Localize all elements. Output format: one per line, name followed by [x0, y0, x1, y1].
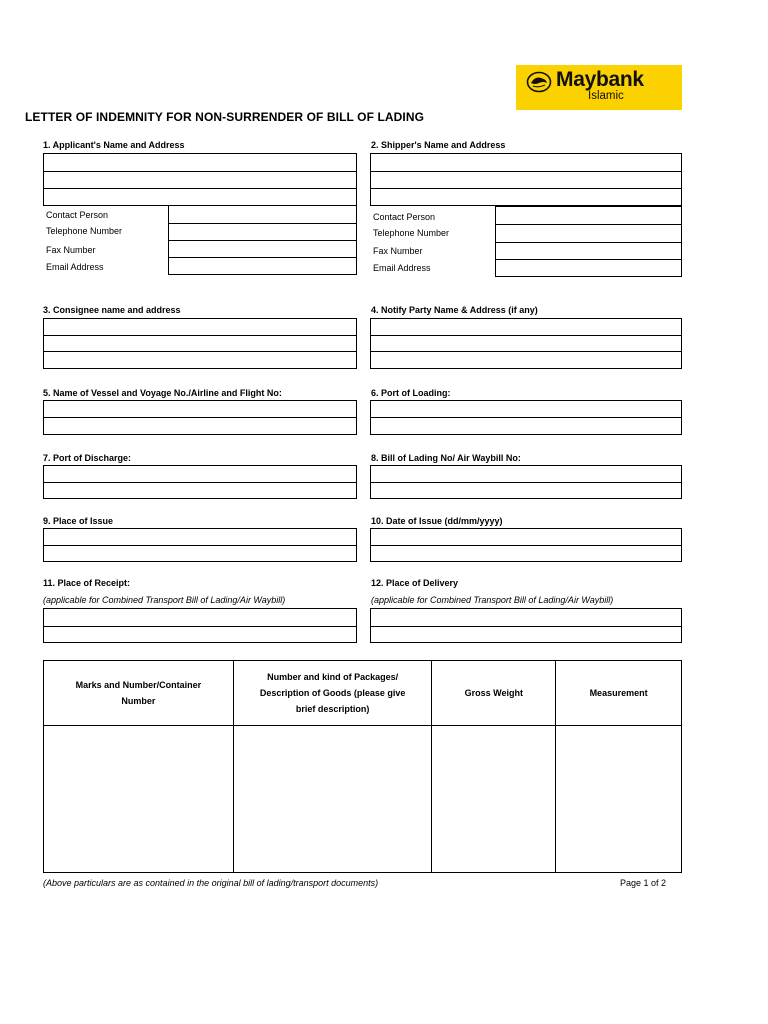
logo-wordmark: Maybank — [556, 68, 644, 91]
cell-gross-weight[interactable] — [432, 726, 556, 873]
label-vessel: 5. Name of Vessel and Voyage No./Airline and Flight No: — [43, 388, 282, 398]
place-of-issue-field[interactable] — [43, 528, 357, 562]
label-port-of-loading: 6. Port of Loading: — [371, 388, 451, 398]
date-of-issue-field[interactable] — [370, 528, 682, 562]
cell-packages-description[interactable] — [233, 726, 432, 873]
note-receipt-applicable: (applicable for Combined Transport Bill of Lading/Air Waybill) — [43, 595, 286, 605]
port-of-discharge-field[interactable] — [43, 465, 357, 499]
label-port-of-discharge: 7. Port of Discharge: — [43, 453, 132, 463]
goods-table — [43, 660, 682, 873]
place-of-receipt-field[interactable] — [43, 608, 357, 643]
shipper-contact-fields[interactable] — [495, 206, 682, 277]
logo-subtitle: Islamic — [588, 90, 624, 102]
label-bill-of-lading-no: 8. Bill of Lading No/ Air Waybill No: — [371, 453, 521, 463]
label-contact-person-2: Contact Person — [373, 212, 436, 222]
note-delivery-applicable: (applicable for Combined Transport Bill of Lading/Air Waybill) — [371, 595, 614, 605]
label-place-of-receipt: 11. Place of Receipt: — [43, 578, 131, 588]
label-place-of-issue: 9. Place of Issue — [43, 516, 114, 526]
label-telephone-1: Telephone Number — [46, 226, 123, 236]
label-consignee: 3. Consignee name and address — [43, 305, 181, 315]
footer-note: (Above particulars are as contained in the original bill of lading/transport documents) — [43, 878, 379, 888]
label-fax-2: Fax Number — [373, 246, 423, 256]
label-fax-1: Fax Number — [46, 245, 96, 255]
tiger-emblem-icon — [526, 71, 552, 93]
col-packages-description: Number and kind of Packages/ Description of Goods (please give brief description) — [233, 661, 432, 726]
label-applicant: 1. Applicant's Name and Address — [43, 140, 185, 150]
applicant-contact-fields[interactable] — [168, 205, 357, 275]
cell-marks-number[interactable] — [44, 726, 234, 873]
col-marks-number: Marks and Number/Container Number — [44, 661, 234, 726]
col-gross-weight: Gross Weight — [432, 661, 556, 726]
page-title: LETTER OF INDEMNITY FOR NON-SURRENDER OF BILL OF LADING — [25, 110, 425, 124]
label-notify-party: 4. Notify Party Name & Address (if any) — [371, 305, 538, 315]
applicant-address-field[interactable] — [43, 153, 357, 206]
label-date-of-issue: 10. Date of Issue (dd/mm/yyyy) — [371, 516, 503, 526]
consignee-field[interactable] — [43, 318, 357, 369]
port-of-loading-field[interactable] — [370, 400, 682, 435]
label-email-2: Email Address — [373, 263, 431, 273]
bill-of-lading-no-field[interactable] — [370, 465, 682, 499]
cell-measurement[interactable] — [556, 726, 682, 873]
label-contact-person-1: Contact Person — [46, 210, 109, 220]
label-shipper: 2. Shipper's Name and Address — [371, 140, 506, 150]
place-of-delivery-field[interactable] — [370, 608, 682, 643]
maybank-logo — [516, 65, 682, 110]
notify-party-field[interactable] — [370, 318, 682, 369]
col-measurement: Measurement — [556, 661, 682, 726]
label-email-1: Email Address — [46, 262, 104, 272]
shipper-address-field[interactable] — [370, 153, 682, 206]
label-place-of-delivery: 12. Place of Delivery — [371, 578, 459, 588]
label-telephone-2: Telephone Number — [373, 228, 450, 238]
vessel-field[interactable] — [43, 400, 357, 435]
page-number: Page 1 of 2 — [620, 878, 667, 888]
